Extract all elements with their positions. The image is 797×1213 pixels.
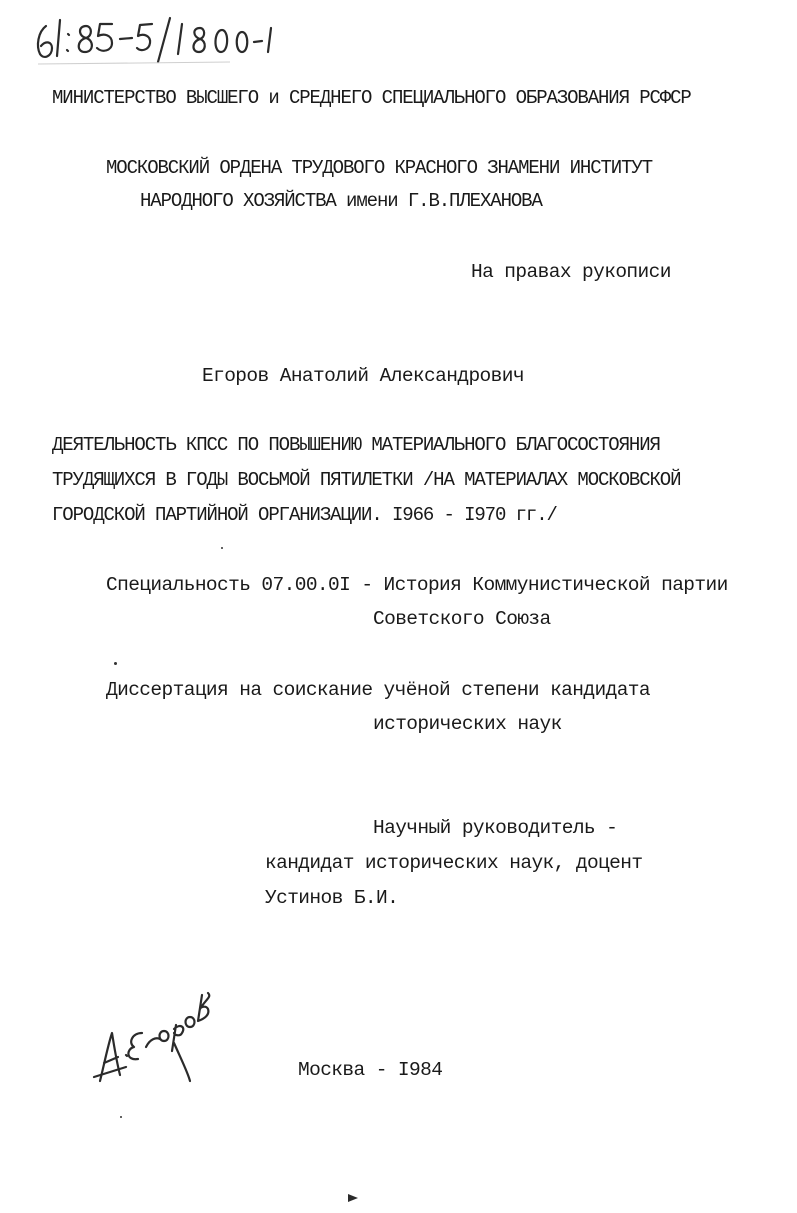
supervisor-label: Научный руководитель -	[373, 817, 618, 839]
specialty-line2: Советского Союза	[373, 608, 551, 630]
bottom-mark	[346, 1192, 360, 1204]
print-speck	[120, 1116, 122, 1118]
handwritten-shelfmark	[30, 6, 280, 68]
dissertation-title-line1: ДЕЯТЕЛЬНОСТЬ КПСС ПО ПОВЫШЕНИЮ МАТЕРИАЛЬНОГО БЛАГОСОСТОЯНИЯ	[52, 434, 660, 456]
institute-name-line2: НАРОДНОГО ХОЗЯЙСТВА имени Г.В.ПЛЕХАНОВА	[140, 190, 542, 212]
dissertation-title-line2: ТРУДЯЩИХСЯ В ГОДЫ ВОСЬМОЙ ПЯТИЛЕТКИ /НА МАТЕРИАЛАХ МОСКОВСКОЙ	[52, 469, 681, 491]
ministry-header: МИНИСТЕРСТВО ВЫСШЕГО и СРЕДНЕГО СПЕЦИАЛЬНОГО ОБРАЗОВАНИЯ РСФСР	[52, 87, 691, 109]
supervisor-name: Устинов Б.И.	[265, 887, 399, 909]
degree-line2: исторических наук	[373, 713, 562, 735]
city-and-year: Москва - I984	[298, 1059, 443, 1081]
manuscript-rights-note: На правах рукописи	[471, 261, 671, 283]
institute-name-line1: МОСКОВСКИЙ ОРДЕНА ТРУДОВОГО КРАСНОГО ЗНАМЕНИ ИНСТИТУТ	[106, 157, 652, 179]
handwritten-signature	[90, 985, 230, 1095]
degree-line1: Диссертация на соискание учёной степени кандидата	[106, 679, 650, 701]
specialty-line1: Специальность 07.00.0I - История Коммунистической партии	[106, 574, 728, 596]
print-speck	[114, 662, 117, 665]
dissertation-title-line3: ГОРОДСКОЙ ПАРТИЙНОЙ ОРГАНИЗАЦИИ. I966 - I970 гг./	[52, 504, 557, 526]
print-speck	[221, 547, 223, 549]
author-name: Егоров Анатолий Александрович	[202, 365, 524, 387]
supervisor-credentials: кандидат исторических наук, доцент	[265, 852, 643, 874]
